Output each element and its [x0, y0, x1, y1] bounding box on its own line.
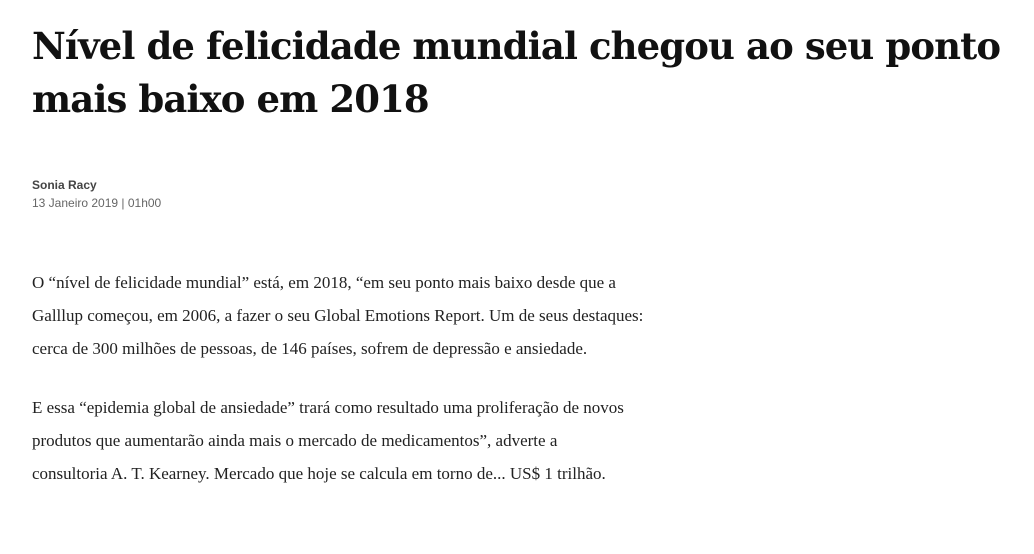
publish-date: 13 Janeiro 2019 | 01h00 — [32, 196, 162, 210]
paragraph-line: Galllup começou, em 2006, a fazer o seu Global Emotions Report. Um de seus destaques: — [32, 306, 644, 325]
paragraph-line: consultoria A. T. Kearney. Mercado que hoje se calcula em torno de... US$ 1 trilhão. — [32, 464, 606, 483]
article-meta — [32, 176, 1027, 212]
paragraph-line: E essa “epidemia global de ansiedade” trará como resultado uma proliferação de novos — [32, 398, 624, 417]
paragraph-line: cerca de 300 milhões de pessoas, de 146 países, sofrem de depressão e ansiedade. — [32, 339, 588, 358]
paragraph-line: O “nível de felicidade mundial” está, em 2018, “em seu ponto mais baixo desde que a — [32, 273, 616, 292]
article-body — [32, 266, 752, 490]
article-headline — [32, 0, 1027, 126]
author-name[interactable]: Sonia Racy — [32, 178, 97, 192]
paragraph-line: produtos que aumentarão ainda mais o mercado de medicamentos”, adverte a — [32, 431, 558, 450]
article-paragraph — [32, 266, 752, 365]
article-paragraph — [32, 391, 752, 490]
headline-line: mais baixo em 2018 — [32, 77, 429, 121]
headline-line: Nível de felicidade mundial chegou ao seu ponto — [32, 24, 1001, 68]
article — [32, 0, 1027, 516]
